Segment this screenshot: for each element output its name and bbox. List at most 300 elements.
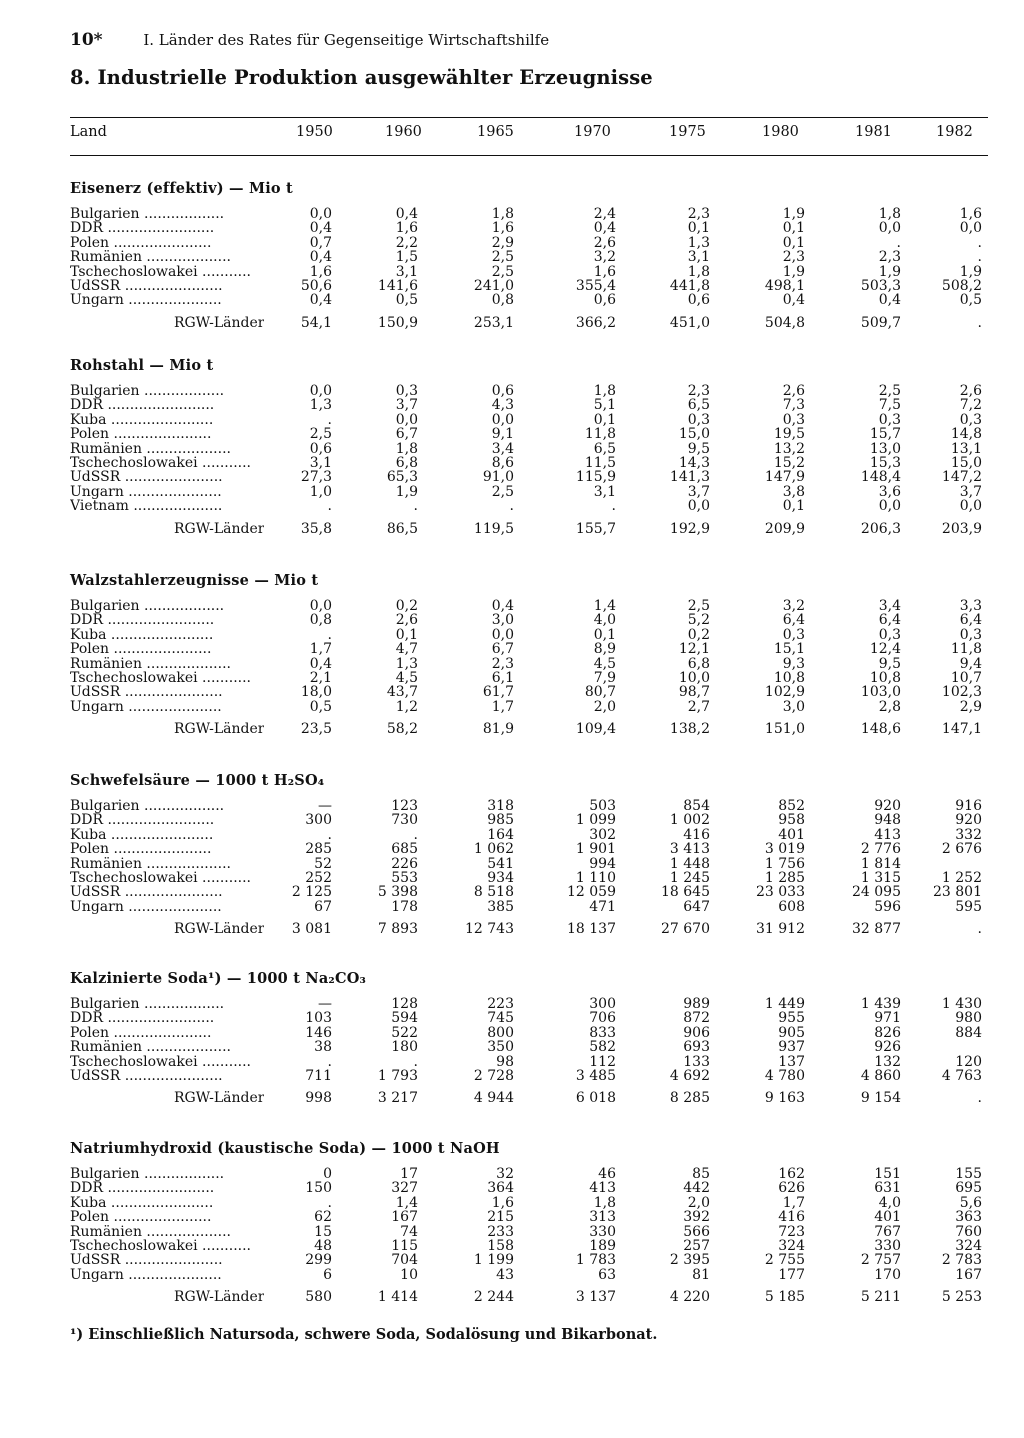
table-cell: 920	[874, 798, 901, 814]
table-cell: 318	[487, 798, 514, 814]
table-cell: 0,5	[395, 292, 418, 309]
table-cell: 6,7	[395, 426, 418, 443]
table-cell: 926	[874, 1039, 901, 1056]
table-cell: 854	[683, 798, 710, 814]
table-cell: 102,3	[941, 684, 982, 701]
table-cell: 148,4	[860, 469, 901, 486]
row-label: DDR ........................	[70, 221, 215, 237]
table-row	[70, 671, 988, 686]
table-cell: 15,0	[950, 455, 982, 471]
table-cell: 4,5	[593, 655, 616, 672]
row-label: Bulgarien ..................	[70, 799, 225, 814]
table-cell: 162	[778, 1166, 805, 1182]
row-label: Ungarn .....................	[70, 899, 222, 915]
row-label: DDR ........................	[70, 398, 215, 414]
table-cell: 6,4	[782, 612, 805, 629]
table-cell: 9,3	[782, 655, 805, 672]
total-cell: 5 253	[941, 1289, 982, 1306]
table-cell: 541	[487, 855, 514, 872]
table-cell: 626	[778, 1180, 805, 1197]
table-cell: 146	[305, 1024, 332, 1041]
table-row	[70, 1040, 988, 1055]
table-cell: 3,1	[593, 483, 616, 500]
table-cell: 6,5	[687, 397, 710, 414]
row-label: Kuba .......................	[70, 827, 214, 843]
table-cell: 1,6	[309, 263, 332, 280]
table-cell: 81	[692, 1266, 710, 1283]
total-cell: 155,7	[575, 520, 616, 537]
total-label: RGW-Länder	[174, 922, 265, 938]
table-cell: 3,0	[782, 698, 805, 715]
table-cell: 1,6	[491, 1194, 514, 1211]
table-cell: 0,4	[309, 655, 332, 672]
table-cell: 3,7	[395, 397, 418, 414]
table-cell: 937	[778, 1039, 805, 1056]
table-cell: 1,8	[878, 206, 901, 222]
table-cell: 299	[305, 1252, 332, 1269]
table-cell: 10,7	[950, 670, 982, 686]
table-cell: 2,3	[878, 249, 901, 266]
total-cell: 4 944	[473, 1090, 514, 1107]
total-cell: 4 220	[669, 1289, 710, 1306]
table-row	[70, 442, 988, 457]
table-cell: 0,0	[309, 206, 332, 222]
table-cell: 13,2	[773, 440, 805, 457]
table-cell: 1,6	[395, 220, 418, 237]
table-cell: 18 645	[661, 884, 710, 901]
table-cell: 355,4	[575, 278, 616, 294]
table-cell: 4,0	[593, 612, 616, 629]
section-title: Eisenerz (effektiv) — Mio t	[70, 180, 293, 197]
table-cell: 1 315	[860, 870, 901, 886]
table-cell: 3 413	[669, 841, 710, 858]
table-cell: 1 002	[669, 812, 710, 829]
table-cell: 0,4	[395, 206, 418, 222]
table-cell: 150	[305, 1180, 332, 1197]
table-cell: 52	[314, 855, 332, 872]
table-cell: 12,4	[869, 641, 901, 658]
total-label: RGW-Länder	[174, 722, 265, 738]
total-cell: 203,9	[941, 520, 982, 537]
total-cell: 54,1	[300, 314, 332, 331]
row-label: Bulgarien ..................	[70, 599, 225, 614]
table-cell: 2,5	[878, 383, 901, 399]
table-cell: 15	[314, 1223, 332, 1240]
table-row	[70, 900, 988, 915]
total-cell: 109,4	[575, 721, 616, 738]
table-cell: 103,0	[860, 684, 901, 701]
total-row	[70, 722, 988, 737]
table-cell: 9,5	[878, 655, 901, 672]
table-row	[70, 642, 988, 657]
table-cell: 4 860	[860, 1068, 901, 1084]
table-cell: 503,3	[860, 278, 901, 294]
table-cell: 43	[496, 1266, 514, 1283]
table-cell: 1,2	[395, 698, 418, 715]
table-cell: 177	[778, 1266, 805, 1283]
table-cell: 2,0	[593, 698, 616, 715]
table-cell: 3,3	[959, 598, 982, 614]
table-cell: 916	[955, 798, 982, 814]
table-cell: 7,5	[878, 397, 901, 414]
table-cell: 80,7	[584, 684, 616, 701]
table-cell: 833	[589, 1024, 616, 1041]
total-row	[70, 522, 988, 537]
table-cell: 4 763	[941, 1068, 982, 1084]
table-cell: 2,3	[687, 206, 710, 222]
table-cell: 180	[391, 1039, 418, 1056]
table-row	[70, 236, 988, 251]
table-cell: 767	[874, 1223, 901, 1240]
table-cell: 1,8	[395, 440, 418, 457]
table-cell: 1,8	[687, 263, 710, 280]
total-cell: 27 670	[661, 921, 710, 938]
table-cell: 0,2	[395, 598, 418, 614]
table-cell: 2,5	[687, 598, 710, 614]
table-cell: 934	[487, 870, 514, 886]
section-title: Schwefelsäure — 1000 t H₂SO₄	[70, 772, 325, 789]
table-cell: 2,9	[959, 698, 982, 715]
table-cell: 0,6	[593, 292, 616, 309]
table-row	[70, 1055, 988, 1070]
table-cell: 503	[589, 798, 616, 814]
row-label: UdSSR ......................	[70, 470, 223, 486]
table-row	[70, 499, 988, 514]
table-cell: 164	[487, 826, 514, 843]
table-row	[70, 657, 988, 672]
table-cell: 115	[391, 1238, 418, 1254]
table-row	[70, 871, 988, 886]
table-cell: 1,9	[782, 206, 805, 222]
table-cell: 1,8	[491, 206, 514, 222]
table-cell: 141,6	[377, 278, 418, 294]
table-cell: 2,3	[491, 655, 514, 672]
total-row	[70, 1290, 988, 1305]
table-cell: 0,0	[687, 498, 710, 515]
total-cell: 5 185	[764, 1289, 805, 1306]
table-cell: 0,1	[782, 498, 805, 515]
table-row	[70, 1253, 988, 1268]
row-label: Polen ......................	[70, 427, 212, 443]
table-cell: 0,3	[959, 626, 982, 643]
table-cell: 826	[874, 1024, 901, 1041]
total-cell: 6 018	[575, 1090, 616, 1107]
table-cell: 920	[955, 812, 982, 829]
table-cell: .	[611, 498, 616, 515]
table-row	[70, 1069, 988, 1084]
table-cell: 120	[955, 1053, 982, 1070]
table-cell: 4,7	[395, 641, 418, 658]
table-cell: .	[327, 1194, 332, 1211]
table-cell: 23 033	[756, 884, 805, 901]
table-cell: 233	[487, 1223, 514, 1240]
table-cell: 0,1	[687, 220, 710, 237]
table-row	[70, 398, 988, 413]
row-label: Kuba .......................	[70, 1195, 214, 1211]
table-cell: 8,6	[491, 455, 514, 471]
table-cell: 24 095	[852, 884, 901, 901]
table-cell: 8 518	[473, 884, 514, 901]
table-cell: 65,3	[386, 469, 418, 486]
table-cell: 1 814	[860, 855, 901, 872]
total-cell: 3 217	[377, 1090, 418, 1107]
table-row	[70, 413, 988, 428]
table-cell: 63	[598, 1266, 616, 1283]
table-row	[70, 221, 988, 236]
table-cell: 1 285	[764, 870, 805, 886]
table-cell: 985	[487, 812, 514, 829]
table-cell: 416	[778, 1209, 805, 1226]
table-cell: 14,8	[950, 426, 982, 443]
table-cell: 5,1	[593, 397, 616, 414]
table-cell: 215	[487, 1209, 514, 1226]
table-cell: 178	[391, 898, 418, 915]
table-cell: 800	[487, 1024, 514, 1041]
table-cell: 3,7	[687, 483, 710, 500]
table-cell: 4,0	[878, 1194, 901, 1211]
table-cell: 46	[598, 1166, 616, 1182]
table-cell: 11,8	[950, 641, 982, 658]
table-cell: 9,1	[491, 426, 514, 443]
table-cell: 0,3	[878, 411, 901, 428]
table-cell: 6,8	[395, 455, 418, 471]
table-cell: 103	[305, 1010, 332, 1027]
table-cell: .	[977, 249, 982, 266]
table-cell: 0,0	[878, 220, 901, 237]
table-cell: 413	[589, 1180, 616, 1197]
table-cell: 48	[314, 1238, 332, 1254]
table-cell: 324	[778, 1238, 805, 1254]
table-cell: 0,1	[782, 220, 805, 237]
table-cell: 2,2	[395, 234, 418, 251]
total-cell: 58,2	[386, 721, 418, 738]
row-label: Bulgarien ..................	[70, 997, 225, 1012]
table-cell: 1,9	[395, 483, 418, 500]
row-label: UdSSR ......................	[70, 685, 223, 701]
table-cell: 327	[391, 1180, 418, 1197]
row-label: DDR ........................	[70, 1181, 215, 1197]
table-cell: 1,9	[878, 263, 901, 280]
table-cell: 85	[692, 1166, 710, 1182]
total-row	[70, 1091, 988, 1106]
table-cell: —	[318, 798, 332, 814]
table-cell: 745	[487, 1010, 514, 1027]
column-header-row	[70, 124, 988, 146]
table-cell: 147,9	[764, 469, 805, 486]
table-cell: 6,7	[491, 641, 514, 658]
table-cell: 884	[955, 1024, 982, 1041]
table-cell: 155	[955, 1166, 982, 1182]
table-cell: 1,0	[309, 483, 332, 500]
table-cell: 324	[955, 1238, 982, 1254]
table-cell: 958	[778, 812, 805, 829]
table-row	[70, 813, 988, 828]
table-cell: 5,6	[959, 1194, 982, 1211]
table-cell: 2 776	[860, 841, 901, 858]
table-cell: 1,5	[395, 249, 418, 266]
table-cell: 0,4	[593, 220, 616, 237]
table-cell: 112	[589, 1053, 616, 1070]
table-cell: 363	[955, 1209, 982, 1226]
table-cell: 10	[400, 1266, 418, 1283]
table-cell: 6,4	[959, 612, 982, 629]
table-cell: 948	[874, 812, 901, 829]
table-cell: 141,3	[669, 469, 710, 486]
table-row	[70, 384, 988, 399]
column-header-year: 1960	[385, 124, 422, 140]
total-cell: 366,2	[575, 314, 616, 331]
table-row	[70, 700, 988, 715]
table-cell: 441,8	[669, 278, 710, 294]
table-cell: 401	[874, 1209, 901, 1226]
table-cell: 17	[400, 1166, 418, 1182]
row-label: UdSSR ......................	[70, 885, 223, 901]
table-cell: 1,9	[782, 263, 805, 280]
table-cell: 6,5	[593, 440, 616, 457]
table-cell: 0,4	[309, 249, 332, 266]
table-cell: 647	[683, 898, 710, 915]
row-label: Polen ......................	[70, 1025, 212, 1041]
column-header-year: 1980	[762, 124, 799, 140]
table-cell: 2,3	[782, 249, 805, 266]
row-label: Tschechoslowakei ...........	[70, 456, 252, 471]
table-cell: 852	[778, 798, 805, 814]
table-cell: 631	[874, 1180, 901, 1197]
table-cell: 226	[391, 855, 418, 872]
table-cell: 167	[955, 1266, 982, 1283]
table-cell: 257	[683, 1238, 710, 1254]
total-cell: 23,5	[300, 721, 332, 738]
table-row	[70, 265, 988, 280]
table-cell: 2 755	[764, 1252, 805, 1269]
table-cell: .	[413, 1053, 418, 1070]
table-cell: 61,7	[482, 684, 514, 701]
table-cell: 13,1	[950, 440, 982, 457]
table-cell: 2,4	[593, 206, 616, 222]
table-cell: 15,0	[678, 426, 710, 443]
table-cell: 15,3	[869, 455, 901, 471]
table-cell: 553	[391, 870, 418, 886]
table-cell: 0,2	[687, 626, 710, 643]
total-label: RGW-Länder	[174, 521, 265, 537]
table-cell: 2,9	[491, 234, 514, 251]
column-header-rule	[70, 155, 988, 156]
total-cell: 8 285	[669, 1090, 710, 1107]
table-cell: 38	[314, 1039, 332, 1056]
table-cell: 7,9	[593, 670, 616, 686]
table-cell: 50,6	[300, 278, 332, 294]
table-cell: 2 676	[941, 841, 982, 858]
table-cell: 91,0	[482, 469, 514, 486]
table-cell: .	[413, 498, 418, 515]
row-label: Polen ......................	[70, 1210, 212, 1226]
table-cell: 128	[391, 996, 418, 1012]
table-cell: 693	[683, 1039, 710, 1056]
table-cell: 1,7	[782, 1194, 805, 1211]
row-label: DDR ........................	[70, 813, 215, 829]
total-cell: 151,0	[764, 721, 805, 738]
table-cell: 3 485	[575, 1068, 616, 1084]
table-cell: 3,2	[593, 249, 616, 266]
section-title: Rohstahl — Mio t	[70, 357, 214, 374]
table-cell: 8,9	[593, 641, 616, 658]
table-cell: 7,3	[782, 397, 805, 414]
total-cell: .	[977, 921, 982, 938]
table-cell: 0,3	[878, 626, 901, 643]
table-cell: 3,7	[959, 483, 982, 500]
column-header-land: Land	[70, 124, 107, 140]
row-label: Polen ......................	[70, 235, 212, 251]
table-cell: 0,5	[309, 698, 332, 715]
table-cell: 252	[305, 870, 332, 886]
table-cell: 115,9	[575, 469, 616, 486]
table-cell: 0,3	[782, 411, 805, 428]
table-cell: 10,8	[773, 670, 805, 686]
table-cell: 15,7	[869, 426, 901, 443]
table-cell: 0,6	[309, 440, 332, 457]
table-row	[70, 685, 988, 700]
table-cell: 147,2	[941, 469, 982, 486]
table-cell: 3,8	[782, 483, 805, 500]
total-label: RGW-Länder	[174, 1290, 265, 1306]
table-cell: —	[318, 996, 332, 1012]
table-cell: 170	[874, 1266, 901, 1283]
total-cell: 504,8	[764, 314, 805, 331]
table-cell: 0,0	[491, 626, 514, 643]
table-cell: 0,5	[959, 292, 982, 309]
table-cell: 1 783	[575, 1252, 616, 1269]
table-cell: 32	[496, 1166, 514, 1182]
running-header	[70, 30, 549, 50]
table-cell: 1,6	[593, 263, 616, 280]
total-cell: 9 154	[860, 1090, 901, 1107]
table-cell: 9,5	[687, 440, 710, 457]
table-row	[70, 293, 988, 308]
row-label: Bulgarien ..................	[70, 384, 225, 399]
table-cell: 2,1	[309, 670, 332, 686]
table-cell: 350	[487, 1039, 514, 1056]
table-cell: 6	[323, 1266, 332, 1283]
table-cell: 10,0	[678, 670, 710, 686]
table-cell: 1 430	[941, 996, 982, 1012]
table-row	[70, 857, 988, 872]
table-cell: 385	[487, 898, 514, 915]
table-row	[70, 1239, 988, 1254]
table-cell: 62	[314, 1209, 332, 1226]
table-cell: 695	[955, 1180, 982, 1197]
table-cell: 285	[305, 841, 332, 858]
table-cell: 3,4	[491, 440, 514, 457]
table-cell: 416	[683, 826, 710, 843]
table-cell: 1,3	[687, 234, 710, 251]
total-cell: 509,7	[860, 314, 901, 331]
table-cell: .	[327, 1053, 332, 1070]
table-cell: 0,4	[491, 598, 514, 614]
table-cell: .	[327, 411, 332, 428]
table-cell: 971	[874, 1010, 901, 1027]
table-cell: 11,5	[584, 455, 616, 471]
table-cell: 1 449	[764, 996, 805, 1012]
table-cell: .	[509, 498, 514, 515]
total-cell: 9 163	[764, 1090, 805, 1107]
row-label: Tschechoslowakei ...........	[70, 264, 252, 280]
table-cell: 582	[589, 1039, 616, 1056]
row-label: Polen ......................	[70, 642, 212, 658]
table-cell: 1,4	[593, 598, 616, 614]
table-cell: 0,0	[491, 411, 514, 428]
table-cell: 300	[305, 812, 332, 829]
total-cell: 86,5	[386, 520, 418, 537]
